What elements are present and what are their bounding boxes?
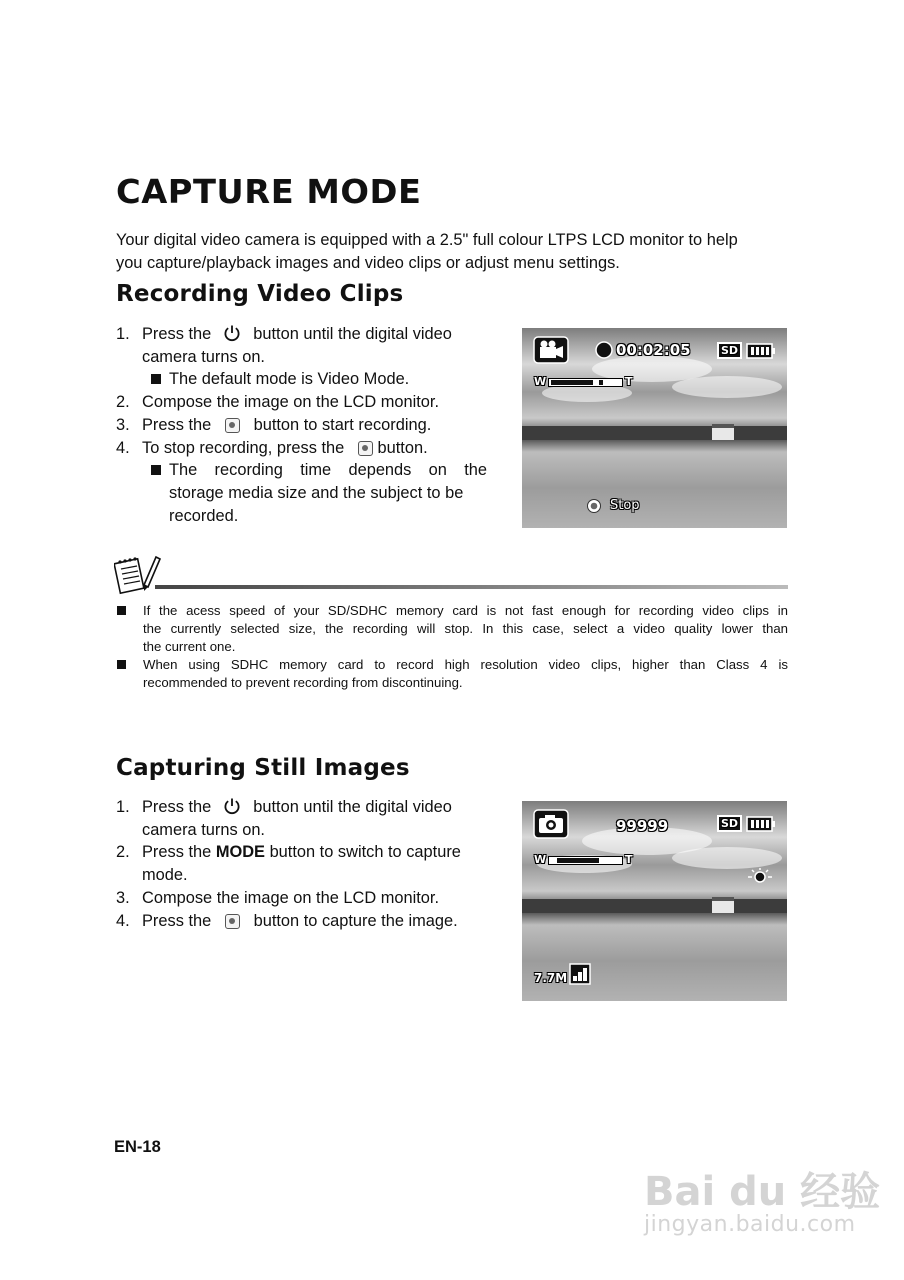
step-number: 2. xyxy=(116,393,130,412)
battery-icon xyxy=(746,816,776,832)
step-number: 3. xyxy=(116,888,130,907)
step-number: 1. xyxy=(116,798,130,816)
sub-step-text: The default mode is Video Mode. xyxy=(169,370,410,389)
record-button-icon xyxy=(586,498,602,514)
step-text: Press the button until the digital video xyxy=(142,798,452,816)
record-button-icon xyxy=(225,418,240,433)
page-title: CAPTURE MODE xyxy=(116,172,422,211)
step-number: 3. xyxy=(116,415,130,434)
step-number: 4. xyxy=(116,438,130,457)
note-line: If the acess speed of your SD/SDHC memory card is not fast enough for recording video clips in xyxy=(143,603,788,618)
mode-key-label: MODE xyxy=(215,843,265,862)
quality-icon xyxy=(569,963,591,985)
note-line: recommended to prevent recording from discontinuing. xyxy=(143,675,463,690)
lcd-screen-still xyxy=(522,801,787,1001)
still-steps xyxy=(116,796,496,936)
square-bullet-icon xyxy=(117,606,126,615)
zoom-bar xyxy=(548,378,623,387)
sub-step-text: recorded. xyxy=(169,506,239,525)
step-text: Press the button to start recording. xyxy=(142,415,432,434)
video-steps xyxy=(116,323,496,533)
note-item xyxy=(143,602,788,656)
camera-mode-icon xyxy=(533,809,569,839)
square-bullet-icon xyxy=(151,459,163,471)
sd-card-icon: SD xyxy=(717,815,742,832)
recording-indicator-icon xyxy=(595,341,613,359)
sd-card-icon: SD xyxy=(717,342,742,359)
zoom-tele-label: T xyxy=(625,375,633,388)
step-text: Press the button to capture the image. xyxy=(142,911,458,930)
white-balance-icon xyxy=(746,867,774,887)
zoom-bar xyxy=(548,856,623,865)
step-text: Press the button until the digital video xyxy=(142,325,452,343)
note-line: the currently selected size, the recording will stop. In this case, select a video quality lower than xyxy=(143,621,788,636)
intro-line: Your digital video camera is equipped with a 2.5" full colour LTPS LCD monitor to help xyxy=(116,231,738,249)
image-size-label: 7.7M xyxy=(534,971,568,985)
step-text: camera turns on. xyxy=(142,820,265,839)
lcd-screen-video xyxy=(522,328,787,528)
page-number: EN-18 xyxy=(114,1138,161,1156)
step-text: Compose the image on the LCD monitor. xyxy=(142,393,440,412)
square-bullet-icon xyxy=(151,368,163,380)
intro-paragraph xyxy=(116,229,796,275)
step-number: 2. xyxy=(116,843,130,862)
step-text: mode. xyxy=(142,866,188,885)
step-text: Press the MODE button to switch to capture xyxy=(142,843,461,862)
sub-step-text: storage media size and the subject to be xyxy=(169,483,464,502)
watermark-url: jingyan.baidu.com xyxy=(644,1212,856,1237)
step-text: camera turns on. xyxy=(142,347,265,366)
step-number: 4. xyxy=(116,911,130,930)
power-icon xyxy=(223,797,241,815)
power-icon xyxy=(223,324,241,342)
record-button-icon xyxy=(358,441,373,456)
note-divider xyxy=(155,585,788,589)
sub-step-text: The recording time depends on the xyxy=(169,461,487,480)
battery-icon xyxy=(746,343,776,359)
recording-timer: 00:02:05 xyxy=(616,341,691,359)
square-bullet-icon xyxy=(117,660,126,669)
record-button-icon xyxy=(225,914,240,929)
note-line: When using SDHC memory card to record high resolution video clips, higher than Class 4 is xyxy=(143,657,788,672)
step-text: To stop recording, press the button. xyxy=(142,438,428,457)
zoom-wide-label: W xyxy=(534,375,547,388)
note-item xyxy=(143,656,788,692)
video-mode-icon xyxy=(533,336,569,364)
step-number: 1. xyxy=(116,325,130,343)
intro-line: you capture/playback images and video clips or adjust menu settings. xyxy=(116,254,620,272)
step-text: Compose the image on the LCD monitor. xyxy=(142,888,440,907)
stop-label: Stop xyxy=(610,498,640,513)
note-line: the current one. xyxy=(143,639,236,654)
shots-remaining: 99999 xyxy=(616,817,669,835)
zoom-wide-label: W xyxy=(534,853,547,866)
section-heading-video: Recording Video Clips xyxy=(116,281,404,307)
section-heading-still: Capturing Still Images xyxy=(116,755,410,781)
watermark-logo: Bai du 经验 xyxy=(644,1169,881,1215)
notes-section xyxy=(116,602,788,694)
zoom-tele-label: T xyxy=(625,853,633,866)
